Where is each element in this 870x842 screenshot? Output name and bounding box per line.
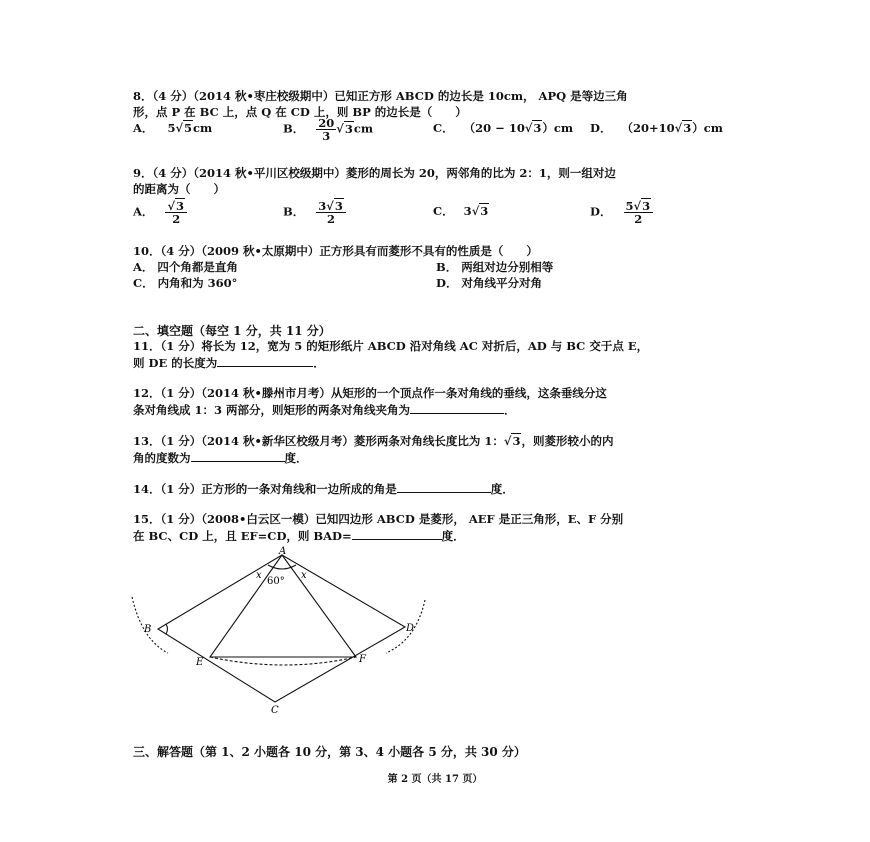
radicand: 5	[184, 121, 193, 135]
q8-option-b	[283, 117, 373, 142]
denominator: 3	[322, 129, 331, 143]
q8-option-c	[433, 121, 573, 135]
q8-line2: 形，点 P 在 BC 上，点 Q 在 CD 上，则 BP 的边长是（ ）	[133, 105, 467, 119]
q11-line2	[133, 355, 325, 370]
answer-blank	[397, 481, 491, 493]
q12-line1: 12．（1 分）（2014 秋•滕州市月考）从矩形的一个顶点作一条对角线的垂线，这条垂线分这	[133, 386, 607, 400]
q13-line2-text: 角的度数为	[133, 451, 191, 465]
q13-line1	[133, 434, 613, 448]
q15-line2-end: 度．	[441, 529, 465, 543]
expression-pre: （20+10	[621, 121, 675, 135]
arc-ef	[210, 657, 356, 665]
denominator: 2	[634, 212, 643, 226]
coefficient: 5	[167, 121, 176, 135]
q11-line1: 11．（1 分）将长为 12，宽为 5 的矩形纸片 ABCD 沿对角线 AC 对折后，AD 与 BC 交于点 E，	[133, 339, 649, 353]
expression-post: ）cm	[542, 121, 574, 135]
option-label: B．	[283, 204, 305, 219]
q8-line1: 8．（4 分）（2014 秋•枣庄校级期中）已知正方形 ABCD 的边长是 10cm， APQ 是等边三角	[133, 89, 628, 103]
answer-blank	[217, 355, 313, 367]
q15-line2	[133, 528, 465, 543]
radicand: 3	[642, 199, 651, 213]
q14-line	[133, 481, 514, 496]
q13-line2	[133, 450, 308, 465]
q10-option-b: B． 两组对边分别相等	[436, 260, 554, 274]
sqrt-sign: √	[674, 121, 683, 135]
sqrt-sign: √	[471, 204, 480, 218]
numerator: 5√3	[624, 200, 654, 213]
numerator: √3	[165, 200, 187, 213]
label-e: E	[196, 657, 204, 668]
section-3-heading: 三、解答题（第 1、2 小题各 10 分，第 3、4 小题各 5 分，共 30 分）	[133, 745, 526, 759]
triangle-aef	[210, 555, 356, 657]
label-x-right: x	[301, 570, 307, 581]
fraction	[316, 117, 336, 142]
denominator: 2	[172, 212, 181, 226]
answer-blank	[352, 528, 442, 540]
numerator: 20	[318, 116, 335, 130]
q15-line1: 15．（1 分）（2008•白云区一模）已知四边形 ABCD 是菱形， AEF 是正三角形，E、F 分别	[133, 512, 624, 526]
q9-option-c	[433, 204, 489, 218]
q9-line1: 9．（4 分）（2014 秋•平川区校级期中）菱形的周长为 20，两邻角的比为 2：1，则一组对边	[133, 166, 616, 180]
radicand: 3	[176, 199, 185, 213]
q9-line2: 的距离为（ ）	[133, 182, 225, 196]
page-footer: 第 2 页（共 17 页）	[387, 774, 483, 785]
q9-option-b	[283, 200, 346, 225]
unit: cm	[353, 121, 374, 136]
answer-blank	[191, 450, 285, 462]
q11-line2-end: ．	[313, 356, 325, 370]
label-b: B	[144, 624, 152, 635]
radicand: 3	[533, 121, 542, 135]
q8-option-a	[133, 121, 212, 135]
coefficient: 3	[318, 199, 327, 213]
sqrt-sign: √	[336, 121, 344, 136]
option-label: D．	[590, 121, 612, 135]
label-angle-60: 60°	[267, 576, 285, 587]
q14-end: 度．	[490, 482, 514, 496]
option-label: D．	[590, 204, 612, 219]
sqrt-sign: √	[524, 121, 533, 135]
numerator: 3√3	[316, 200, 346, 213]
angle-b-arc	[166, 624, 168, 634]
option-label: A．	[133, 204, 154, 219]
q10-option-c: C． 内角和为 360°	[133, 276, 238, 290]
sqrt-sign: √	[503, 434, 512, 448]
option-label: A．	[133, 121, 154, 135]
fraction	[316, 200, 346, 225]
answer-blank	[410, 402, 504, 414]
expression-pre: （20 − 10	[463, 121, 525, 135]
q10-option-a: A． 四个角都是直角	[133, 260, 238, 274]
fraction	[624, 200, 654, 225]
q15-line2-text: 在 BC、CD 上，且 EF=CD，则 BAD=	[133, 529, 352, 543]
label-f: F	[359, 654, 366, 665]
coefficient: 3	[463, 204, 472, 218]
radicand: 3	[512, 434, 521, 448]
label-c: C	[271, 705, 279, 715]
radicand: 3	[344, 121, 353, 136]
q9-option-a	[133, 200, 187, 225]
denominator: 2	[327, 212, 336, 226]
q11-line2-text: 则 DE 的长度为	[133, 356, 218, 370]
q12-line2	[133, 402, 516, 417]
label-a: A	[279, 546, 287, 557]
q9-option-d	[590, 200, 653, 225]
option-label: C．	[433, 121, 454, 135]
section-2-heading: 二、填空题（每空 1 分，共 11 分）	[133, 324, 331, 338]
q8-option-d	[590, 121, 723, 135]
radicand: 3	[683, 121, 692, 135]
q10-line1: 10．（4 分）（2009 秋•太原期中）正方形具有而菱形不具有的性质是（ ）	[133, 244, 538, 258]
unit: cm	[193, 121, 213, 135]
expression-post: ）cm	[692, 121, 723, 135]
option-label: B．	[283, 121, 305, 136]
radicand: 3	[480, 204, 489, 218]
q10-option-d: D． 对角线平分对角	[436, 276, 542, 290]
q12-line2-text: 条对角线成 1：3 两部分，则矩形的两条对角线夹角为	[133, 403, 411, 417]
q14-text: 14．（1 分）正方形的一条对角线和一边所成的角是	[133, 482, 397, 496]
q13-line1-text: 13．（1 分）（2014 秋•新华区校级月考）菱形两条对角线长度比为 1：	[133, 434, 504, 448]
sqrt-sign: √	[175, 121, 184, 135]
q13-line1-end: ，则菱形较小的内	[521, 434, 614, 448]
label-d: D	[406, 623, 415, 634]
rhombus-figure	[120, 545, 440, 715]
option-label: C．	[433, 204, 454, 218]
coefficient: 5	[625, 199, 634, 213]
q12-line2-end: ．	[504, 403, 516, 417]
label-x-left: x	[256, 570, 262, 581]
radicand: 3	[334, 199, 343, 213]
fraction	[165, 200, 187, 225]
q13-line2-end: 度．	[284, 451, 308, 465]
